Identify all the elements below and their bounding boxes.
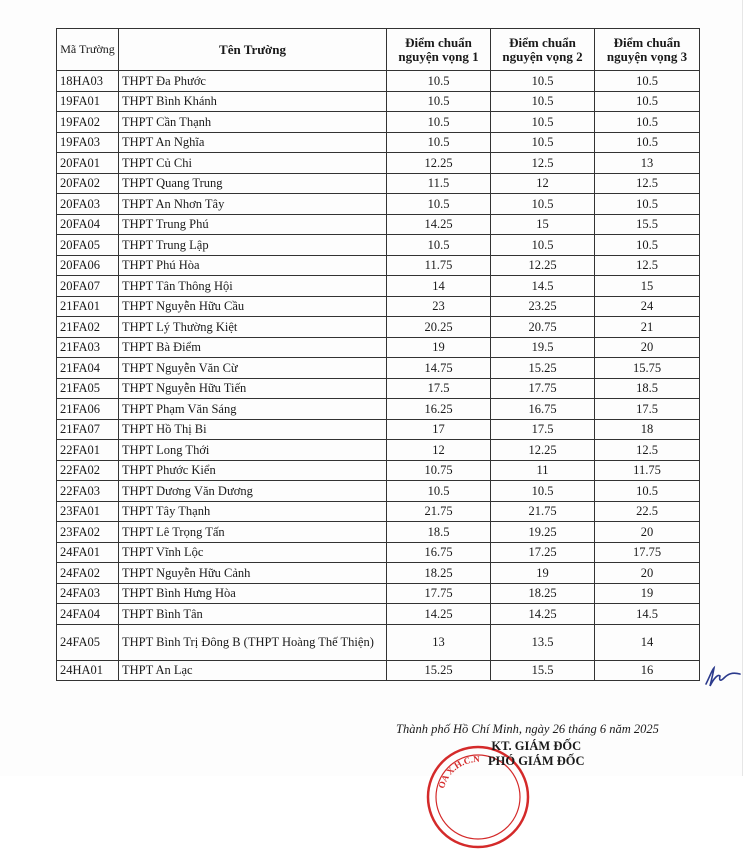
school-name-cell: THPT Dương Văn Dương [119, 481, 387, 502]
score-nv3-cell: 12.5 [595, 173, 700, 194]
score-nv1-cell: 10.5 [387, 194, 491, 215]
score-nv3-cell: 10.5 [595, 481, 700, 502]
score-nv3-cell: 15.75 [595, 358, 700, 379]
school-code-cell: 22FA01 [57, 440, 119, 461]
issue-date: Thành phố Hồ Chí Minh, ngày 26 tháng 6 năm 2025 [396, 722, 659, 736]
score-nv3-cell: 20 [595, 337, 700, 358]
school-name-cell: THPT Nguyễn Hữu Cầu [119, 296, 387, 317]
score-nv1-cell: 11.5 [387, 173, 491, 194]
school-name-cell: THPT Củ Chi [119, 153, 387, 174]
score-nv3-cell: 19 [595, 583, 700, 604]
score-nv2-cell: 12.5 [491, 153, 595, 174]
score-nv1-cell: 10.5 [387, 71, 491, 92]
school-name-cell: THPT Vĩnh Lộc [119, 542, 387, 563]
score-nv3-cell: 10.5 [595, 194, 700, 215]
school-name-cell: THPT Phú Hòa [119, 255, 387, 276]
score-nv3-cell: 20 [595, 563, 700, 584]
table-row [57, 563, 700, 584]
signatory-title [488, 739, 585, 769]
score-nv3-cell: 16 [595, 660, 700, 681]
score-nv2-cell: 11 [491, 460, 595, 481]
score-nv2-cell: 14.5 [491, 276, 595, 297]
score-nv1-cell: 17.5 [387, 378, 491, 399]
school-name-cell: THPT Trung Phú [119, 214, 387, 235]
school-name-cell: THPT Bình Trị Đông B (THPT Hoàng Thế Thiện) [119, 624, 387, 660]
school-code-cell: 20FA07 [57, 276, 119, 297]
school-name-cell: THPT An Nghĩa [119, 132, 387, 153]
table-row [57, 358, 700, 379]
school-code-cell: 19FA01 [57, 91, 119, 112]
school-code-cell: 22FA02 [57, 460, 119, 481]
score-nv2-cell: 12.25 [491, 440, 595, 461]
table-row [57, 378, 700, 399]
signature-initial-icon [702, 662, 742, 690]
school-code-cell: 23FA02 [57, 522, 119, 543]
score-nv3-cell: 13 [595, 153, 700, 174]
header-score-nv2: Điểm chuẩn nguyện vọng 2 [491, 29, 595, 71]
score-nv2-cell: 15.25 [491, 358, 595, 379]
school-code-cell: 24HA01 [57, 660, 119, 681]
score-nv1-cell: 10.5 [387, 91, 491, 112]
school-name-cell: THPT Tân Thông Hội [119, 276, 387, 297]
school-code-cell: 21FA03 [57, 337, 119, 358]
score-nv1-cell: 10.5 [387, 132, 491, 153]
score-nv2-cell: 12.25 [491, 255, 595, 276]
school-name-cell: THPT Quang Trung [119, 173, 387, 194]
score-nv1-cell: 10.75 [387, 460, 491, 481]
school-name-cell: THPT Đa Phước [119, 71, 387, 92]
score-nv3-cell: 11.75 [595, 460, 700, 481]
score-nv1-cell: 12.25 [387, 153, 491, 174]
school-name-cell: THPT Cần Thạnh [119, 112, 387, 133]
score-nv3-cell: 24 [595, 296, 700, 317]
school-code-cell: 22FA03 [57, 481, 119, 502]
score-nv1-cell: 15.25 [387, 660, 491, 681]
table-row [57, 235, 700, 256]
table-row [57, 660, 700, 681]
score-nv3-cell: 14.5 [595, 604, 700, 625]
score-nv1-cell: 13 [387, 624, 491, 660]
header-school-name: Tên Trường [119, 29, 387, 71]
score-nv3-cell: 17.5 [595, 399, 700, 420]
school-code-cell: 21FA02 [57, 317, 119, 338]
table-row [57, 604, 700, 625]
score-nv2-cell: 23.25 [491, 296, 595, 317]
table-row [57, 255, 700, 276]
score-nv3-cell: 21 [595, 317, 700, 338]
score-nv3-cell: 22.5 [595, 501, 700, 522]
signatory-title-line-1: KT. GIÁM ĐỐC [491, 739, 582, 753]
score-nv1-cell: 14.75 [387, 358, 491, 379]
score-nv2-cell: 10.5 [491, 112, 595, 133]
score-nv2-cell: 10.5 [491, 194, 595, 215]
score-nv2-cell: 15.5 [491, 660, 595, 681]
school-name-cell: THPT Bình Tân [119, 604, 387, 625]
score-nv3-cell: 18 [595, 419, 700, 440]
header-score-nv3: Điểm chuẩn nguyện vọng 3 [595, 29, 700, 71]
score-nv2-cell: 17.25 [491, 542, 595, 563]
score-nv3-cell: 10.5 [595, 235, 700, 256]
score-nv2-cell: 10.5 [491, 91, 595, 112]
school-name-cell: THPT An Lạc [119, 660, 387, 681]
table-row [57, 583, 700, 604]
score-nv2-cell: 13.5 [491, 624, 595, 660]
table-row [57, 153, 700, 174]
table-row [57, 132, 700, 153]
table-row [57, 522, 700, 543]
school-code-cell: 21FA05 [57, 378, 119, 399]
table-row [57, 296, 700, 317]
school-code-cell: 24FA05 [57, 624, 119, 660]
table-row [57, 481, 700, 502]
table-row [57, 440, 700, 461]
school-code-cell: 21FA01 [57, 296, 119, 317]
table-body [57, 71, 700, 681]
school-name-cell: THPT Bình Khánh [119, 91, 387, 112]
signatory-title-line-2: PHÓ GIÁM ĐỐC [488, 754, 585, 768]
school-name-cell: THPT Hồ Thị Bi [119, 419, 387, 440]
score-nv1-cell: 23 [387, 296, 491, 317]
score-nv3-cell: 17.75 [595, 542, 700, 563]
table-row [57, 337, 700, 358]
score-nv2-cell: 19.25 [491, 522, 595, 543]
school-name-cell: THPT Nguyễn Hữu Cảnh [119, 563, 387, 584]
school-code-cell: 24FA03 [57, 583, 119, 604]
table-row [57, 91, 700, 112]
school-code-cell: 20FA04 [57, 214, 119, 235]
score-nv1-cell: 14.25 [387, 604, 491, 625]
table-header-row [57, 29, 700, 71]
table-row [57, 112, 700, 133]
score-nv2-cell: 10.5 [491, 132, 595, 153]
school-code-cell: 19FA02 [57, 112, 119, 133]
school-code-cell: 19FA03 [57, 132, 119, 153]
school-name-cell: THPT Phước Kiển [119, 460, 387, 481]
table-row [57, 542, 700, 563]
school-name-cell: THPT Bình Hưng Hòa [119, 583, 387, 604]
score-nv2-cell: 17.75 [491, 378, 595, 399]
school-code-cell: 24FA01 [57, 542, 119, 563]
score-nv2-cell: 10.5 [491, 481, 595, 502]
score-nv3-cell: 12.5 [595, 440, 700, 461]
score-nv2-cell: 18.25 [491, 583, 595, 604]
header-school-code: Mã Trường [57, 29, 119, 71]
score-nv2-cell: 10.5 [491, 71, 595, 92]
school-code-cell: 24FA02 [57, 563, 119, 584]
score-nv1-cell: 17 [387, 419, 491, 440]
score-nv1-cell: 16.25 [387, 399, 491, 420]
score-nv1-cell: 11.75 [387, 255, 491, 276]
school-code-cell: 20FA05 [57, 235, 119, 256]
score-nv3-cell: 15.5 [595, 214, 700, 235]
score-nv2-cell: 19.5 [491, 337, 595, 358]
table-row [57, 317, 700, 338]
score-nv2-cell: 14.25 [491, 604, 595, 625]
school-name-cell: THPT Tây Thạnh [119, 501, 387, 522]
school-name-cell: THPT Trung Lập [119, 235, 387, 256]
school-code-cell: 20FA06 [57, 255, 119, 276]
school-code-cell: 24FA04 [57, 604, 119, 625]
header-score-nv1: Điểm chuẩn nguyện vọng 1 [387, 29, 491, 71]
school-code-cell: 20FA03 [57, 194, 119, 215]
score-nv2-cell: 19 [491, 563, 595, 584]
school-code-cell: 18HA03 [57, 71, 119, 92]
score-nv3-cell: 10.5 [595, 71, 700, 92]
table-row [57, 460, 700, 481]
score-nv1-cell: 18.5 [387, 522, 491, 543]
score-nv3-cell: 12.5 [595, 255, 700, 276]
score-nv1-cell: 10.5 [387, 235, 491, 256]
table-row [57, 71, 700, 92]
school-name-cell: THPT Nguyễn Hữu Tiến [119, 378, 387, 399]
table-row [57, 173, 700, 194]
score-nv3-cell: 14 [595, 624, 700, 660]
score-nv1-cell: 14.25 [387, 214, 491, 235]
score-nv1-cell: 17.75 [387, 583, 491, 604]
score-nv3-cell: 18.5 [595, 378, 700, 399]
score-nv2-cell: 16.75 [491, 399, 595, 420]
school-code-cell: 20FA01 [57, 153, 119, 174]
score-nv1-cell: 18.25 [387, 563, 491, 584]
score-nv3-cell: 10.5 [595, 91, 700, 112]
table-row [57, 399, 700, 420]
score-nv1-cell: 10.5 [387, 112, 491, 133]
score-nv2-cell: 15 [491, 214, 595, 235]
school-name-cell: THPT Long Thới [119, 440, 387, 461]
score-nv3-cell: 10.5 [595, 112, 700, 133]
school-code-cell: 20FA02 [57, 173, 119, 194]
table-row [57, 194, 700, 215]
school-code-cell: 21FA07 [57, 419, 119, 440]
table-row [57, 624, 700, 660]
score-nv2-cell: 21.75 [491, 501, 595, 522]
score-nv3-cell: 15 [595, 276, 700, 297]
svg-text:OA X.H.C.N: OA X.H.C.N [436, 753, 480, 790]
school-name-cell: THPT Lý Thường Kiệt [119, 317, 387, 338]
score-nv1-cell: 12 [387, 440, 491, 461]
school-name-cell: THPT Nguyễn Văn Cừ [119, 358, 387, 379]
score-nv2-cell: 17.5 [491, 419, 595, 440]
school-name-cell: THPT An Nhơn Tây [119, 194, 387, 215]
score-nv1-cell: 14 [387, 276, 491, 297]
table-row [57, 276, 700, 297]
school-code-cell: 23FA01 [57, 501, 119, 522]
school-code-cell: 21FA04 [57, 358, 119, 379]
school-name-cell: THPT Phạm Văn Sáng [119, 399, 387, 420]
table-row [57, 214, 700, 235]
table-row [57, 501, 700, 522]
score-nv2-cell: 12 [491, 173, 595, 194]
score-nv1-cell: 16.75 [387, 542, 491, 563]
school-name-cell: THPT Lê Trọng Tấn [119, 522, 387, 543]
score-nv1-cell: 10.5 [387, 481, 491, 502]
score-nv3-cell: 10.5 [595, 132, 700, 153]
score-nv1-cell: 21.75 [387, 501, 491, 522]
table-row [57, 419, 700, 440]
score-nv2-cell: 10.5 [491, 235, 595, 256]
school-name-cell: THPT Bà Điểm [119, 337, 387, 358]
score-nv3-cell: 20 [595, 522, 700, 543]
score-nv2-cell: 20.75 [491, 317, 595, 338]
school-code-cell: 21FA06 [57, 399, 119, 420]
admission-scores-table [56, 28, 700, 681]
score-nv1-cell: 19 [387, 337, 491, 358]
score-nv1-cell: 20.25 [387, 317, 491, 338]
